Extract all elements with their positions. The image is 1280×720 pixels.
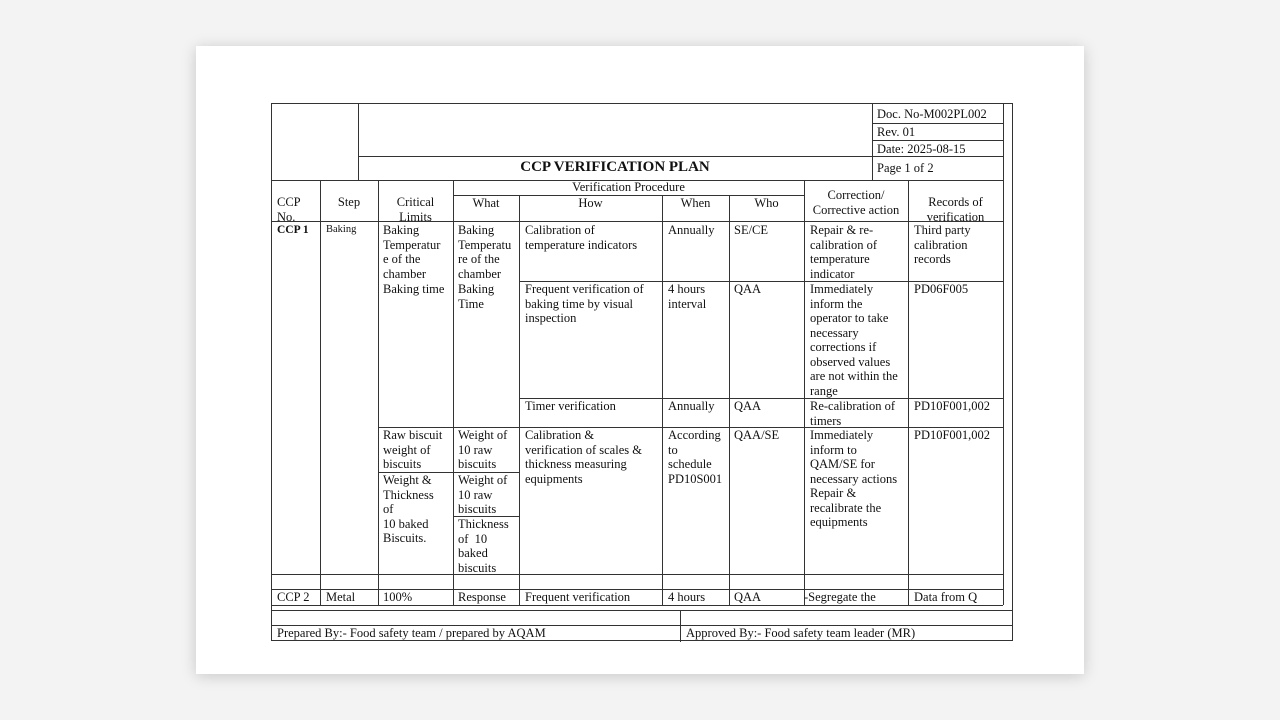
column-header-how: How xyxy=(578,196,603,210)
ccp2-limits: 100% xyxy=(383,590,413,604)
column-header-records: Records of verification xyxy=(926,195,985,224)
ccp1-row4-records: PD10F001,002 xyxy=(914,428,991,442)
ccp1-row4-what-raw: Weight of 10 raw biscuits xyxy=(458,428,508,471)
ccp1-row2-correction: Immediately inform the operator to take necessary corrections if observed values are not within the range xyxy=(810,282,898,398)
ccp1-row1-records: Third party calibration records xyxy=(914,223,971,266)
ccp1-row3-who: QAA xyxy=(734,399,762,413)
column-header-who: Who xyxy=(754,196,779,210)
ccp1-row4-correction: Immediately inform to QAM/SE for necessary actions Repair & recalibrate the equipments xyxy=(810,428,898,529)
approved-by: Approved By:- Food safety team leader (MR) xyxy=(686,626,916,640)
ccp1-row2-how: Frequent verification of baking time by visual inspection xyxy=(525,282,644,325)
column-header-step: Step xyxy=(337,195,361,209)
ccp1-number: CCP 1 xyxy=(277,224,309,236)
ccp1-row1-when: Annually xyxy=(668,223,715,237)
ccp1-row1-correction: Repair & re- calibration of temperature indicator xyxy=(810,223,877,281)
ccp1-row1-limits: Baking Temperatur e of the chamber xyxy=(383,223,441,281)
ccp2-records: Data from Q xyxy=(914,590,978,604)
page-number: Page 1 of 2 xyxy=(877,161,934,175)
ccp1-row4-when: According to schedule PD10S001 xyxy=(668,428,723,486)
ccp2-step: Metal xyxy=(326,590,356,604)
ccp1-row2-who: QAA xyxy=(734,282,762,296)
ccp2-what: Response xyxy=(458,590,506,604)
doc-number: Doc. No-M002PL002 xyxy=(877,107,987,121)
ccp1-row2-limits: Baking time xyxy=(383,282,445,296)
ccp2-correction: -Segregate the xyxy=(804,590,876,604)
column-header-when: When xyxy=(680,196,711,210)
ccp1-row4-limits-baked: Weight & Thickness of 10 baked Biscuits. xyxy=(383,473,434,545)
ccp1-row3-when: Annually xyxy=(668,399,715,413)
ccp1-step: Baking xyxy=(326,224,357,235)
ccp1-row2-records: PD06F005 xyxy=(914,282,969,296)
ccp2-number: CCP 2 xyxy=(277,590,310,604)
ccp1-row4-who: QAA/SE xyxy=(734,428,780,442)
ccp1-row2-what: Baking Time xyxy=(458,282,495,311)
ccp-verification-plan-table xyxy=(271,103,1013,641)
column-header-correction: Correction/ Corrective action xyxy=(812,188,900,217)
ccp1-row4-limits: Raw biscuit weight of biscuits xyxy=(383,428,443,471)
column-header-verification-procedure: Verification Procedure xyxy=(572,180,685,194)
prepared-by: Prepared By:- Food safety team / prepared by AQAM xyxy=(277,626,546,640)
ccp1-row2-when: 4 hours interval xyxy=(668,282,707,311)
column-header-what: What xyxy=(472,196,500,210)
ccp1-row1-how: Calibration of temperature indicators xyxy=(525,223,638,252)
ccp1-row1-what: Baking Temperatu re of the chamber xyxy=(458,223,512,281)
ccp1-row4-what-thickness: Thickness of 10 baked biscuits xyxy=(458,517,509,575)
ccp1-row3-records: PD10F001,002 xyxy=(914,399,991,413)
ccp2-when: 4 hours xyxy=(668,590,706,604)
column-header-ccp: CCP No. xyxy=(277,195,301,224)
ccp1-row3-how: Timer verification xyxy=(525,399,616,413)
ccp1-row4-what-baked-weight: Weight of 10 raw biscuits xyxy=(458,473,508,516)
revision-number: Rev. 01 xyxy=(877,125,916,139)
ccp1-row1-who: SE/CE xyxy=(734,223,769,237)
document-title: CCP VERIFICATION PLAN xyxy=(520,159,710,175)
document-date: Date: 2025-08-15 xyxy=(877,142,966,156)
ccp2-who: QAA xyxy=(734,590,762,604)
ccp1-row3-correction: Re-calibration of timers xyxy=(810,399,896,428)
column-header-critical-limits: Critical Limits xyxy=(396,195,435,224)
ccp1-row4-how: Calibration & verification of scales & thickness measuring equipments xyxy=(525,428,642,486)
ccp2-how: Frequent verification xyxy=(525,590,631,604)
document-page xyxy=(196,46,1084,674)
